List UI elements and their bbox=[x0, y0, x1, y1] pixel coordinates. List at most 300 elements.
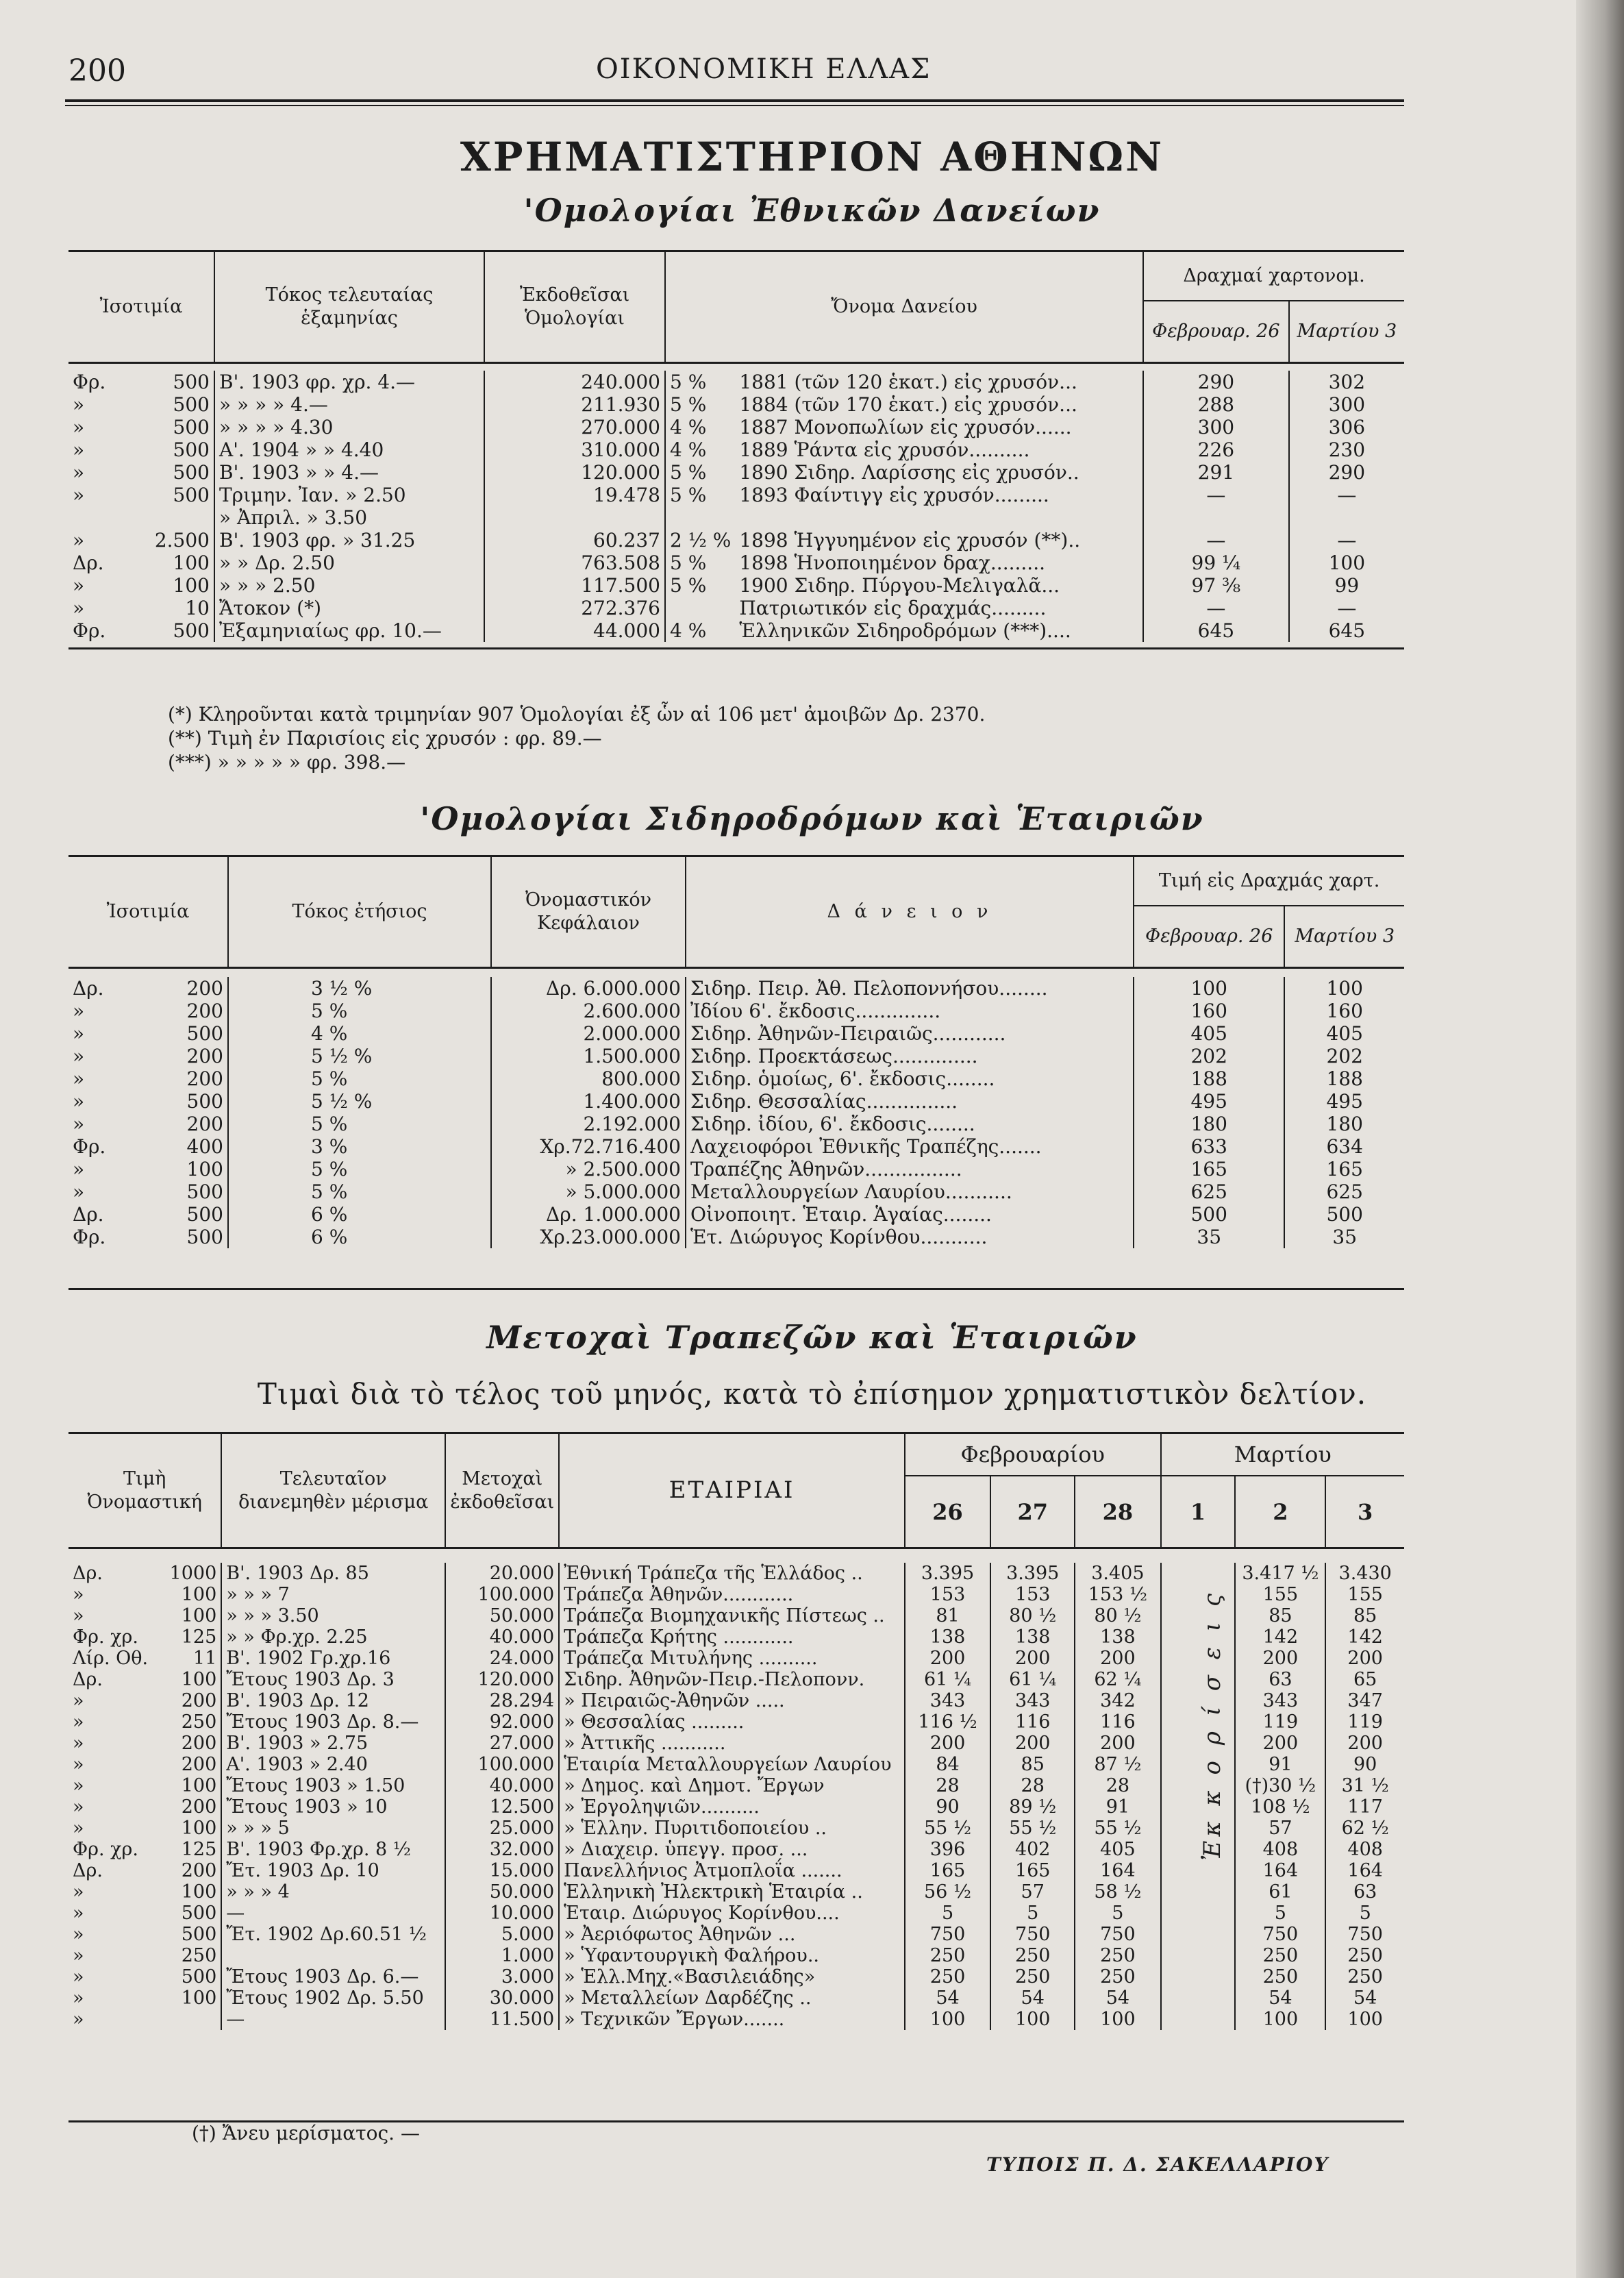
cell-currency: » bbox=[73, 438, 85, 461]
cell-timi: 200 bbox=[181, 1690, 217, 1711]
cell-d26: 54 bbox=[905, 1988, 990, 2009]
cell-rate: 5 % bbox=[665, 461, 735, 484]
table-row bbox=[68, 1860, 1404, 1881]
cell-d2: 57 bbox=[1235, 1818, 1325, 1839]
cell-d2: 63 bbox=[1235, 1669, 1325, 1690]
cell-isotimia: 500 bbox=[186, 1226, 223, 1248]
cell-merisma: » » Φρ.χρ. 2.25 bbox=[221, 1626, 445, 1648]
cell-currency: Φρ. bbox=[73, 371, 106, 393]
cell-onoma: Πατριωτικόν εἰς δραχμάς......... bbox=[739, 597, 1047, 619]
cell-feb-price: 180 bbox=[1134, 1113, 1284, 1135]
col2-timi: Τιμή εἰς Δραχμάς χαρτ. bbox=[1134, 856, 1404, 906]
cell-d2: 119 bbox=[1235, 1711, 1325, 1733]
cell-tokos: 5 % bbox=[228, 1113, 491, 1135]
cell-mar-price: 35 bbox=[1284, 1226, 1404, 1248]
cell-etairia: » Θεσσαλίας ......... bbox=[559, 1711, 905, 1733]
cell-merisma: — bbox=[221, 2009, 445, 2030]
cell-currency: Δρ. bbox=[73, 1563, 103, 1584]
cell-mar-price: 100 bbox=[1284, 977, 1404, 1000]
cell-d26: 3.395 bbox=[905, 1563, 990, 1584]
cell-d27: 250 bbox=[990, 1945, 1075, 1966]
cell-etairia: Ἑλληνικὴ Ἠλεκτρικὴ Ἑταιρία .. bbox=[559, 1881, 905, 1903]
cell-d1 bbox=[1161, 1903, 1236, 1924]
cell-metochai: 50.000 bbox=[445, 1605, 559, 1626]
cell-kefalaion: » 2.500.000 bbox=[491, 1158, 686, 1180]
cell-currency: » bbox=[73, 1818, 84, 1839]
cell-d28: 405 bbox=[1075, 1839, 1160, 1860]
cell-d27: 28 bbox=[990, 1775, 1075, 1796]
table-row bbox=[68, 438, 1404, 461]
cell-currency: » bbox=[73, 529, 85, 552]
cell-timi: 11 bbox=[192, 1648, 217, 1669]
cell-d2: 200 bbox=[1235, 1733, 1325, 1754]
col3-timi: Τιμὴ Ὀνομαστική bbox=[87, 1468, 202, 1513]
cell-metochai: 10.000 bbox=[445, 1903, 559, 1924]
table-row bbox=[68, 529, 1404, 552]
cell-onoma: 1898 Ἡγγυημένον εἰς χρυσόν (**).. bbox=[739, 529, 1081, 552]
col2-daneion: Δ ά ν ε ι ο ν bbox=[686, 856, 1134, 968]
cell-tokos: 4 % bbox=[228, 1022, 491, 1045]
cell-d3: 250 bbox=[1325, 1966, 1404, 1988]
cell-isotimia: 100 bbox=[186, 1158, 223, 1180]
cell-d28: 250 bbox=[1075, 1966, 1160, 1988]
cell-rate: 5 % bbox=[665, 393, 735, 416]
cell-rate: 5 % bbox=[665, 371, 735, 393]
table-row bbox=[68, 1226, 1404, 1248]
cell-metochai: 30.000 bbox=[445, 1988, 559, 2009]
cell-mar-price: 302 bbox=[1289, 371, 1404, 393]
cell-isotimia: 10 bbox=[185, 597, 210, 619]
cell-rate: 4 % bbox=[665, 619, 735, 642]
cell-ekdothisai: 44.000 bbox=[484, 619, 665, 642]
cell-d2: 343 bbox=[1235, 1690, 1325, 1711]
cell-d27: 138 bbox=[990, 1626, 1075, 1648]
cell-mar-price: 645 bbox=[1289, 619, 1404, 642]
running-title: ΟΙΚΟΝΟΜΙΚΗ ΕΛΛΑΣ bbox=[596, 53, 932, 85]
cell-currency: » bbox=[73, 1690, 84, 1711]
table-row bbox=[68, 1090, 1404, 1113]
cell-isotimia: 100 bbox=[173, 552, 210, 574]
cell-feb-price: 495 bbox=[1134, 1090, 1284, 1113]
cell-daneion: Σιδηρ. ἰδίου, 6'. ἔκδοσις........ bbox=[686, 1113, 1134, 1135]
cell-currency: » bbox=[73, 1924, 84, 1945]
cell-d27: 343 bbox=[990, 1690, 1075, 1711]
cell-tokos: 6 % bbox=[228, 1226, 491, 1248]
cell-tokos: » » » » 4.30 bbox=[214, 416, 484, 438]
cell-mar-price: 405 bbox=[1284, 1022, 1404, 1045]
cell-timi: 100 bbox=[181, 1775, 217, 1796]
cell-daneion: Σιδηρ. Θεσσαλίας............... bbox=[686, 1090, 1134, 1113]
cell-d26: 153 bbox=[905, 1584, 990, 1605]
cell-ekdothisai: 19.478 bbox=[484, 484, 665, 506]
cell-isotimia: 500 bbox=[173, 461, 210, 484]
cell-merisma: Ἔτους 1903 » 1.50 bbox=[221, 1775, 445, 1796]
col2-isotimia: Ἰσοτιμία bbox=[106, 901, 190, 923]
cell-metochai: 100.000 bbox=[445, 1754, 559, 1775]
cell-mar-price: 180 bbox=[1284, 1113, 1404, 1135]
cell-isotimia: 200 bbox=[186, 1067, 223, 1090]
cell-feb-price: 288 bbox=[1143, 393, 1289, 416]
cell-onoma: Ἑλληνικῶν Σιδηροδρόμων (***).... bbox=[739, 619, 1071, 642]
cell-merisma: Β'. 1903 Δρ. 12 bbox=[221, 1690, 445, 1711]
cell-etairia: Πανελλήνιος Ἀτμοπλοΐα ....... bbox=[559, 1860, 905, 1881]
cell-timi: 250 bbox=[181, 1711, 217, 1733]
cell-tokos: Ἐξαμηνιαίως φρ. 10.— bbox=[214, 619, 484, 642]
cell-daneion: Σιδηρ. Προεκτάσεως.............. bbox=[686, 1045, 1134, 1067]
cell-isotimia: 500 bbox=[173, 438, 210, 461]
cell-d3: 31 ½ bbox=[1325, 1775, 1404, 1796]
cell-rate: 5 % bbox=[665, 484, 735, 506]
cell-d3: 100 bbox=[1325, 2009, 1404, 2030]
cell-mar-price bbox=[1289, 506, 1404, 529]
cell-d27: 5 bbox=[990, 1903, 1075, 1924]
cell-timi: 100 bbox=[181, 1669, 217, 1690]
col2-mar: Μαρτίου 3 bbox=[1284, 906, 1404, 968]
vertical-label: Ἐκ κ ο ρ ί σ ε ι ς bbox=[1199, 1589, 1226, 1861]
cell-currency: » bbox=[73, 1000, 85, 1022]
cell-timi: 500 bbox=[181, 1903, 217, 1924]
cell-d28: 750 bbox=[1075, 1924, 1160, 1945]
cell-d28: 55 ½ bbox=[1075, 1818, 1160, 1839]
cell-isotimia: 500 bbox=[173, 619, 210, 642]
cell-feb-price: 633 bbox=[1134, 1135, 1284, 1158]
cell-merisma: Β'. 1903 Δρ. 85 bbox=[221, 1563, 445, 1584]
col-mar: Μαρτίου 3 bbox=[1289, 301, 1404, 363]
cell-tokos: 5 % bbox=[228, 1180, 491, 1203]
cell-isotimia: 200 bbox=[186, 977, 223, 1000]
cell-d1 bbox=[1161, 2009, 1236, 2030]
cell-d3: 119 bbox=[1325, 1711, 1404, 1733]
cell-tokos: 3 % bbox=[228, 1135, 491, 1158]
cell-mar-price: 495 bbox=[1284, 1090, 1404, 1113]
table-row bbox=[68, 1067, 1404, 1090]
cell-d3: 142 bbox=[1325, 1626, 1404, 1648]
cell-d2: 164 bbox=[1235, 1860, 1325, 1881]
cell-rate: 5 % bbox=[665, 574, 735, 597]
cell-d26: 28 bbox=[905, 1775, 990, 1796]
cell-d3: 63 bbox=[1325, 1881, 1404, 1903]
cell-timi: 125 bbox=[181, 1839, 217, 1860]
cell-timi: 200 bbox=[181, 1754, 217, 1775]
cell-d2: 61 bbox=[1235, 1881, 1325, 1903]
section1-notes bbox=[168, 702, 985, 774]
cell-isotimia: 2.500 bbox=[154, 529, 210, 552]
section3-title: Μετοχαὶ Τραπεζῶν καὶ Ἑταιριῶν bbox=[486, 1319, 1138, 1356]
cell-d26: 81 bbox=[905, 1605, 990, 1626]
cell-currency: Δρ. bbox=[73, 1860, 103, 1881]
col3-d28: 28 bbox=[1075, 1476, 1160, 1548]
cell-metochai: 27.000 bbox=[445, 1733, 559, 1754]
cell-currency: » bbox=[73, 1775, 84, 1796]
cell-d27: 200 bbox=[990, 1648, 1075, 1669]
cell-etairia: » Τεχνικῶν Ἔργων....... bbox=[559, 2009, 905, 2030]
cell-mar-price: 634 bbox=[1284, 1135, 1404, 1158]
cell-d26: 200 bbox=[905, 1648, 990, 1669]
col3-mar: Μαρτίου bbox=[1161, 1433, 1404, 1476]
cell-mar-price: 625 bbox=[1284, 1180, 1404, 1203]
cell-tokos: Β'. 1903 φρ. χρ. 4.— bbox=[214, 371, 484, 393]
cell-mar-price: 300 bbox=[1289, 393, 1404, 416]
cell-feb-price: 300 bbox=[1143, 416, 1289, 438]
cell-currency: » bbox=[73, 597, 85, 619]
cell-currency bbox=[68, 506, 127, 529]
cell-mar-price: — bbox=[1289, 529, 1404, 552]
cell-tokos: » » » » 4.— bbox=[214, 393, 484, 416]
cell-ekdothisai: 272.376 bbox=[484, 597, 665, 619]
cell-metochai: 92.000 bbox=[445, 1711, 559, 1733]
cell-etairia: Ἐθνική Τράπεζα τῆς Ἑλλάδος .. bbox=[559, 1563, 905, 1584]
cell-onoma: 1881 (τῶν 120 ἑκατ.) εἰς χρυσόν... bbox=[739, 371, 1077, 393]
section2-bottom-rule bbox=[68, 1288, 1404, 1290]
cell-currency: » bbox=[73, 1903, 84, 1924]
cell-isotimia: 500 bbox=[186, 1180, 223, 1203]
cell-d26: 116 ½ bbox=[905, 1711, 990, 1733]
cell-d28: 5 bbox=[1075, 1903, 1160, 1924]
col3-etairiai: ΕΤΑΙΡΙΑΙ bbox=[559, 1433, 905, 1548]
cell-merisma: Ἔτους 1903 Δρ. 8.— bbox=[221, 1711, 445, 1733]
cell-ekdothisai: 240.000 bbox=[484, 371, 665, 393]
footnote: (**) Τιμὴ ἐν Παρισίοις εἰς χρυσόν : φρ. 89.— bbox=[168, 727, 602, 750]
cell-d26: 84 bbox=[905, 1754, 990, 1775]
cell-isotimia: 500 bbox=[186, 1022, 223, 1045]
cell-merisma bbox=[221, 1945, 445, 1966]
cell-d27: 200 bbox=[990, 1733, 1075, 1754]
cell-d28: 91 bbox=[1075, 1796, 1160, 1818]
cell-currency: » bbox=[73, 1158, 85, 1180]
cell-feb-price: 645 bbox=[1143, 619, 1289, 642]
cell-currency: » bbox=[73, 1733, 84, 1754]
cell-d27: 750 bbox=[990, 1924, 1075, 1945]
table-row bbox=[68, 484, 1404, 506]
cell-tokos: » » Δρ. 2.50 bbox=[214, 552, 484, 574]
cell-kefalaion: 2.192.000 bbox=[491, 1113, 686, 1135]
cell-etairia: Τράπεζα Βιομηχανικῆς Πίστεως .. bbox=[559, 1605, 905, 1626]
cell-d1 bbox=[1161, 1563, 1236, 1584]
cell-currency: » bbox=[73, 1584, 84, 1605]
cell-metochai: 120.000 bbox=[445, 1669, 559, 1690]
cell-etairia: » Ἑλλην. Πυριτιδοποιείου .. bbox=[559, 1818, 905, 1839]
cell-isotimia bbox=[127, 506, 214, 529]
cell-ekdothisai: 270.000 bbox=[484, 416, 665, 438]
cell-d1 bbox=[1161, 1945, 1236, 1966]
cell-merisma: » » » 3.50 bbox=[221, 1605, 445, 1626]
cell-currency: » bbox=[73, 1045, 85, 1067]
cell-d28: 58 ½ bbox=[1075, 1881, 1160, 1903]
cell-etairia: Τράπεζα Ἀθηνῶν............ bbox=[559, 1584, 905, 1605]
cell-onoma: 1887 Μονοπωλίων εἰς χρυσόν...... bbox=[739, 416, 1072, 438]
cell-d26: 200 bbox=[905, 1733, 990, 1754]
cell-metochai: 11.500 bbox=[445, 2009, 559, 2030]
cell-etairia: Ἑταιρ. Διώρυγος Κορίνθου.... bbox=[559, 1903, 905, 1924]
cell-ekdothisai bbox=[484, 506, 665, 529]
cell-merisma: — bbox=[221, 1903, 445, 1924]
cell-kefalaion: 2.000.000 bbox=[491, 1022, 686, 1045]
cell-metochai: 5.000 bbox=[445, 1924, 559, 1945]
cell-d2: 200 bbox=[1235, 1648, 1325, 1669]
cell-d26: 396 bbox=[905, 1839, 990, 1860]
cell-d27: 165 bbox=[990, 1860, 1075, 1881]
table-row bbox=[68, 552, 1404, 574]
table-row bbox=[68, 393, 1404, 416]
table-row bbox=[68, 2009, 1404, 2030]
cell-timi: 100 bbox=[181, 1818, 217, 1839]
cell-daneion: Σιδηρ. ὁμοίως, 6'. ἔκδοσις........ bbox=[686, 1067, 1134, 1090]
cell-d3: 155 bbox=[1325, 1584, 1404, 1605]
cell-timi: 500 bbox=[181, 1924, 217, 1945]
page-number: 200 bbox=[68, 53, 126, 88]
cell-timi bbox=[157, 2009, 221, 2030]
cell-timi: 200 bbox=[181, 1733, 217, 1754]
cell-d2: 91 bbox=[1235, 1754, 1325, 1775]
cell-metochai: 12.500 bbox=[445, 1796, 559, 1818]
cell-d26: 55 ½ bbox=[905, 1818, 990, 1839]
cell-currency: » bbox=[73, 2009, 84, 2030]
cell-isotimia: 200 bbox=[186, 1045, 223, 1067]
cell-feb-price: 99 ¼ bbox=[1143, 552, 1289, 574]
cell-currency: » bbox=[73, 1754, 84, 1775]
cell-onoma: 1890 Σιδηρ. Λαρίσσης εἰς χρυσόν.. bbox=[739, 461, 1079, 484]
cell-d2: 100 bbox=[1235, 2009, 1325, 2030]
header-rule-thin bbox=[65, 105, 1404, 106]
cell-mar-price: 500 bbox=[1284, 1203, 1404, 1226]
cell-d3: 117 bbox=[1325, 1796, 1404, 1818]
cell-merisma: Ἔτους 1903 Δρ. 3 bbox=[221, 1669, 445, 1690]
cell-currency: » bbox=[73, 393, 85, 416]
cell-isotimia: 200 bbox=[186, 1113, 223, 1135]
cell-d27: 85 bbox=[990, 1754, 1075, 1775]
cell-feb-price: — bbox=[1143, 597, 1289, 619]
railway-bonds-table bbox=[68, 855, 1404, 1248]
cell-feb-price: 500 bbox=[1134, 1203, 1284, 1226]
cell-onoma: 1898 Ἡνοποιημένον δραχ......... bbox=[739, 552, 1045, 574]
cell-d27: 57 bbox=[990, 1881, 1075, 1903]
cell-d28: 100 bbox=[1075, 2009, 1160, 2030]
col3-d2: 2 bbox=[1235, 1476, 1325, 1548]
cell-tokos: 5 ½ % bbox=[228, 1090, 491, 1113]
cell-metochai: 25.000 bbox=[445, 1818, 559, 1839]
cell-rate: 5 % bbox=[665, 552, 735, 574]
section3-intro: Τιμαὶ διὰ τὸ τέλος τοῦ μηνός, κατὰ τὸ ἐπίσημον χρηματιστικὸν δελτίον. bbox=[257, 1377, 1367, 1411]
cell-feb-price: 290 bbox=[1143, 371, 1289, 393]
cell-etairia: Ἑταιρία Μεταλλουργείων Λαυρίου bbox=[559, 1754, 905, 1775]
cell-timi: 100 bbox=[181, 1988, 217, 2009]
cell-timi: 125 bbox=[181, 1626, 217, 1648]
cell-ekdothisai: 120.000 bbox=[484, 461, 665, 484]
cell-currency: » bbox=[73, 1090, 85, 1113]
cell-d28: 28 bbox=[1075, 1775, 1160, 1796]
cell-kefalaion: 800.000 bbox=[491, 1067, 686, 1090]
cell-feb-price: 35 bbox=[1134, 1226, 1284, 1248]
cell-onoma: 1900 Σιδηρ. Πύργου-Μελιγαλᾶ... bbox=[739, 574, 1060, 597]
cell-d27: 116 bbox=[990, 1711, 1075, 1733]
section3-note: (†) Ἄνευ μερίσματος. — bbox=[192, 2122, 420, 2144]
table-row bbox=[68, 1180, 1404, 1203]
cell-currency: » bbox=[73, 1605, 84, 1626]
cell-isotimia: 100 bbox=[173, 574, 210, 597]
cell-merisma: » » » 5 bbox=[221, 1818, 445, 1839]
cell-rate: 4 % bbox=[665, 438, 735, 461]
cell-mar-price: 165 bbox=[1284, 1158, 1404, 1180]
cell-d27: 250 bbox=[990, 1966, 1075, 1988]
cell-timi: 1000 bbox=[169, 1563, 217, 1584]
table-row bbox=[68, 1881, 1404, 1903]
cell-rate: 4 % bbox=[665, 416, 735, 438]
cell-d1 bbox=[1161, 1924, 1236, 1945]
cell-d26: 250 bbox=[905, 1966, 990, 1988]
cell-d3: 347 bbox=[1325, 1690, 1404, 1711]
cell-currency: Δρ. bbox=[73, 1669, 103, 1690]
cell-feb-price bbox=[1143, 506, 1289, 529]
cell-ekdothisai: 117.500 bbox=[484, 574, 665, 597]
cell-currency: Δρ. bbox=[73, 1203, 104, 1226]
cell-tokos: 5 ½ % bbox=[228, 1045, 491, 1067]
cell-d27: 100 bbox=[990, 2009, 1075, 2030]
cell-onoma: 1893 Φαίντιγγ εἰς χρυσόν......... bbox=[739, 484, 1049, 506]
cell-rate bbox=[665, 506, 735, 529]
table-row bbox=[68, 371, 1404, 393]
cell-d2: 5 bbox=[1235, 1903, 1325, 1924]
cell-etairia: » Ὑφαντουργικὴ Φαλήρου.. bbox=[559, 1945, 905, 1966]
cell-mar-price: — bbox=[1289, 597, 1404, 619]
cell-d2: 142 bbox=[1235, 1626, 1325, 1648]
cell-currency: Φρ. bbox=[73, 1226, 106, 1248]
cell-feb-price: 202 bbox=[1134, 1045, 1284, 1067]
cell-isotimia: 500 bbox=[186, 1090, 223, 1113]
cell-merisma: Β'. 1903 Φρ.χρ. 8 ½ bbox=[221, 1839, 445, 1860]
cell-d27: 153 bbox=[990, 1584, 1075, 1605]
cell-d28: 250 bbox=[1075, 1945, 1160, 1966]
cell-currency: » bbox=[73, 1945, 84, 1966]
cell-d26: 165 bbox=[905, 1860, 990, 1881]
table-row bbox=[68, 461, 1404, 484]
printer-credit: ΤΥΠΟΙΣ Π. Δ. ΣΑΚΕΛΛΑΡΙΟΥ bbox=[986, 2153, 1329, 2176]
cell-kefalaion: Δρ. 1.000.000 bbox=[491, 1203, 686, 1226]
cell-d1 bbox=[1161, 1966, 1236, 1988]
cell-d28: 342 bbox=[1075, 1690, 1160, 1711]
cell-timi: 200 bbox=[181, 1860, 217, 1881]
cell-daneion: Ἑτ. Διώρυγος Κορίνθου........... bbox=[686, 1226, 1134, 1248]
cell-d26: 138 bbox=[905, 1626, 990, 1648]
cell-mar-price: 188 bbox=[1284, 1067, 1404, 1090]
cell-currency: » bbox=[73, 461, 85, 484]
railway-bonds-body bbox=[68, 977, 1404, 1248]
cell-kefalaion: » 5.000.000 bbox=[491, 1180, 686, 1203]
cell-d26: 343 bbox=[905, 1690, 990, 1711]
cell-feb-price: 100 bbox=[1134, 977, 1284, 1000]
book-spine-shadow bbox=[1576, 0, 1624, 2278]
cell-metochai: 32.000 bbox=[445, 1839, 559, 1860]
cell-metochai: 100.000 bbox=[445, 1584, 559, 1605]
cell-currency: » bbox=[73, 1988, 84, 2009]
cell-tokos: Β'. 1903 φρ. » 31.25 bbox=[214, 529, 484, 552]
cell-feb-price: 405 bbox=[1134, 1022, 1284, 1045]
cell-etairia: » Ἀττικῆς ........... bbox=[559, 1733, 905, 1754]
cell-tokos: 5 % bbox=[228, 1067, 491, 1090]
cell-etairia: » Ἑλλ.Μηχ.«Βασιλειάδης» bbox=[559, 1966, 905, 1988]
cell-etairia: » Διαχειρ. ὑπεγγ. προσ. ... bbox=[559, 1839, 905, 1860]
cell-d2: 155 bbox=[1235, 1584, 1325, 1605]
table-row bbox=[68, 1563, 1404, 1584]
cell-isotimia: 400 bbox=[186, 1135, 223, 1158]
table-row bbox=[68, 1966, 1404, 1988]
cell-d3: 5 bbox=[1325, 1903, 1404, 1924]
cell-mar-price: 100 bbox=[1289, 552, 1404, 574]
cell-d28: 80 ½ bbox=[1075, 1605, 1160, 1626]
cell-onoma bbox=[735, 506, 1143, 529]
cell-timi: 100 bbox=[181, 1881, 217, 1903]
cell-merisma: Ἔτ. 1902 Δρ.60.51 ½ bbox=[221, 1924, 445, 1945]
cell-ekdothisai: 60.237 bbox=[484, 529, 665, 552]
